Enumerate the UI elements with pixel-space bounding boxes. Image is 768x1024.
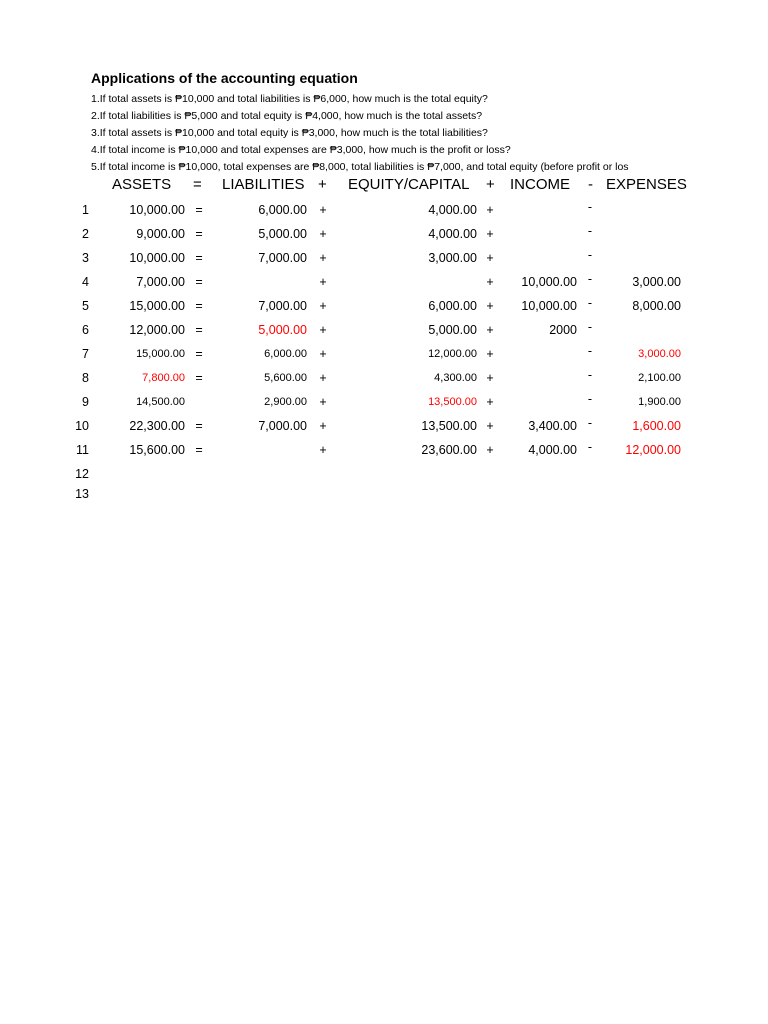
equals-sign: = — [195, 251, 203, 265]
table-row — [0, 222, 768, 246]
question-4: 4.If total income is ₱10,000 and total expenses are ₱3,000, how much is the profit or loss? — [91, 144, 511, 156]
row-index: 10 — [75, 419, 89, 433]
row-index: 2 — [82, 227, 89, 241]
equals-sign: = — [195, 371, 203, 385]
liabilities-cell: 2,900.00 — [264, 396, 307, 408]
table-row — [0, 366, 768, 390]
plus-sign: + — [319, 227, 327, 241]
table-row — [0, 462, 768, 482]
liabilities-cell: 7,000.00 — [258, 419, 307, 433]
plus-sign: + — [319, 395, 327, 409]
row-index: 8 — [82, 371, 89, 385]
liabilities-cell: 7,000.00 — [258, 299, 307, 313]
question-2: 2.If total liabilities is ₱5,000 and total equity is ₱4,000, how much is the total assets? — [91, 110, 483, 122]
header-minus: - — [588, 176, 593, 193]
income-cell: 10,000.00 — [521, 275, 577, 289]
plus-sign: + — [486, 323, 494, 337]
header-expenses: EXPENSES — [606, 176, 687, 193]
plus-sign: + — [486, 371, 494, 385]
equity-cell: 4,000.00 — [428, 203, 477, 217]
expenses-cell: 3,000.00 — [638, 348, 681, 360]
row-index: 11 — [76, 443, 89, 457]
table-row — [0, 342, 768, 366]
equals-sign: = — [195, 299, 203, 313]
equity-cell: 5,000.00 — [428, 323, 477, 337]
assets-cell: 15,000.00 — [129, 299, 185, 313]
table-row — [0, 246, 768, 270]
assets-cell: 10,000.00 — [129, 251, 185, 265]
expenses-cell: 1,600.00 — [632, 419, 681, 433]
plus-sign: + — [486, 227, 494, 241]
assets-cell: 12,000.00 — [129, 323, 185, 337]
equals-sign: = — [195, 203, 203, 217]
minus-sign: - — [587, 440, 593, 454]
expenses-cell: 12,000.00 — [625, 443, 681, 457]
equity-cell: 13,500.00 — [428, 396, 477, 408]
plus-sign: + — [486, 299, 494, 313]
plus-sign: + — [319, 275, 327, 289]
expenses-cell: 3,000.00 — [632, 275, 681, 289]
equation-table — [0, 198, 768, 502]
assets-cell: 14,500.00 — [136, 396, 185, 408]
question-5: 5.If total income is ₱10,000, total expenses are ₱8,000, total liabilities is ₱7,000, and total equity (before profit or los — [91, 161, 629, 173]
plus-sign: + — [319, 443, 327, 457]
assets-cell: 15,000.00 — [136, 348, 185, 360]
plus-sign: + — [486, 395, 494, 409]
equity-cell: 4,300.00 — [434, 372, 477, 384]
assets-cell: 22,300.00 — [129, 419, 185, 433]
table-row — [0, 270, 768, 294]
liabilities-cell: 6,000.00 — [264, 348, 307, 360]
header-plus-2: + — [486, 176, 495, 193]
row-index: 3 — [82, 251, 89, 265]
liabilities-cell: 5,000.00 — [258, 227, 307, 241]
minus-sign: - — [587, 344, 593, 358]
equals-sign: = — [195, 443, 203, 457]
table-row — [0, 414, 768, 438]
minus-sign: - — [587, 272, 593, 286]
plus-sign: + — [319, 323, 327, 337]
assets-cell: 7,800.00 — [142, 372, 185, 384]
header-plus-1: + — [318, 176, 327, 193]
question-1: 1.If total assets is ₱10,000 and total liabilities is ₱6,000, how much is the total equity? — [91, 93, 488, 105]
assets-cell: 7,000.00 — [136, 275, 185, 289]
table-header — [0, 173, 768, 197]
minus-sign: - — [587, 200, 593, 214]
expenses-cell: 2,100.00 — [638, 372, 681, 384]
header-liabilities: LIABILITIES — [222, 176, 305, 193]
liabilities-cell: 5,000.00 — [258, 323, 307, 337]
equity-cell: 23,600.00 — [421, 443, 477, 457]
header-assets: ASSETS — [112, 176, 172, 193]
table-row — [0, 438, 768, 462]
equity-cell: 12,000.00 — [428, 348, 477, 360]
minus-sign: - — [587, 296, 593, 310]
plus-sign: + — [486, 347, 494, 361]
plus-sign: + — [486, 419, 494, 433]
table-row — [0, 482, 768, 502]
income-cell: 4,000.00 — [528, 443, 577, 457]
liabilities-cell: 5,600.00 — [264, 372, 307, 384]
table-row — [0, 198, 768, 222]
expenses-cell: 8,000.00 — [632, 299, 681, 313]
equity-cell: 6,000.00 — [428, 299, 477, 313]
plus-sign: + — [319, 371, 327, 385]
question-list — [91, 91, 711, 176]
header-equity-capital: EQUITY/CAPITAL — [348, 176, 470, 193]
minus-sign: - — [587, 368, 593, 382]
plus-sign: + — [319, 203, 327, 217]
header-income: INCOME — [510, 176, 570, 193]
income-cell: 3,400.00 — [528, 419, 577, 433]
minus-sign: - — [587, 320, 593, 334]
document-title: Applications of the accounting equation — [91, 70, 358, 86]
plus-sign: + — [319, 347, 327, 361]
plus-sign: + — [319, 299, 327, 313]
assets-cell: 9,000.00 — [136, 227, 185, 241]
row-index: 7 — [82, 347, 89, 361]
question-3: 3.If total assets is ₱10,000 and total equity is ₱3,000, how much is the total liabilities? — [91, 127, 488, 139]
income-cell: 2000 — [549, 323, 577, 337]
table-row — [0, 294, 768, 318]
equity-cell: 4,000.00 — [428, 227, 477, 241]
liabilities-cell: 7,000.00 — [258, 251, 307, 265]
equals-sign: = — [195, 227, 203, 241]
row-index: 13 — [75, 487, 89, 501]
equity-cell: 13,500.00 — [421, 419, 477, 433]
equals-sign: = — [195, 323, 203, 337]
assets-cell: 15,600.00 — [129, 443, 185, 457]
expenses-cell: 1,900.00 — [638, 396, 681, 408]
row-index: 5 — [82, 299, 89, 313]
liabilities-cell: 6,000.00 — [258, 203, 307, 217]
equals-sign: = — [195, 347, 203, 361]
equals-sign: = — [195, 419, 203, 433]
plus-sign: + — [319, 251, 327, 265]
assets-cell: 10,000.00 — [129, 203, 185, 217]
plus-sign: + — [486, 251, 494, 265]
table-row — [0, 390, 768, 414]
row-index: 6 — [82, 323, 89, 337]
minus-sign: - — [587, 416, 593, 430]
plus-sign: + — [486, 275, 494, 289]
row-index: 1 — [82, 203, 89, 217]
equals-sign: = — [195, 275, 203, 289]
header-equals: = — [193, 176, 202, 193]
income-cell: 10,000.00 — [521, 299, 577, 313]
minus-sign: - — [587, 392, 593, 406]
minus-sign: - — [587, 248, 593, 262]
minus-sign: - — [587, 224, 593, 238]
row-index: 4 — [82, 275, 89, 289]
plus-sign: + — [319, 419, 327, 433]
plus-sign: + — [486, 443, 494, 457]
equity-cell: 3,000.00 — [428, 251, 477, 265]
table-row — [0, 318, 768, 342]
plus-sign: + — [486, 203, 494, 217]
row-index: 9 — [82, 395, 89, 409]
row-index: 12 — [75, 467, 89, 481]
